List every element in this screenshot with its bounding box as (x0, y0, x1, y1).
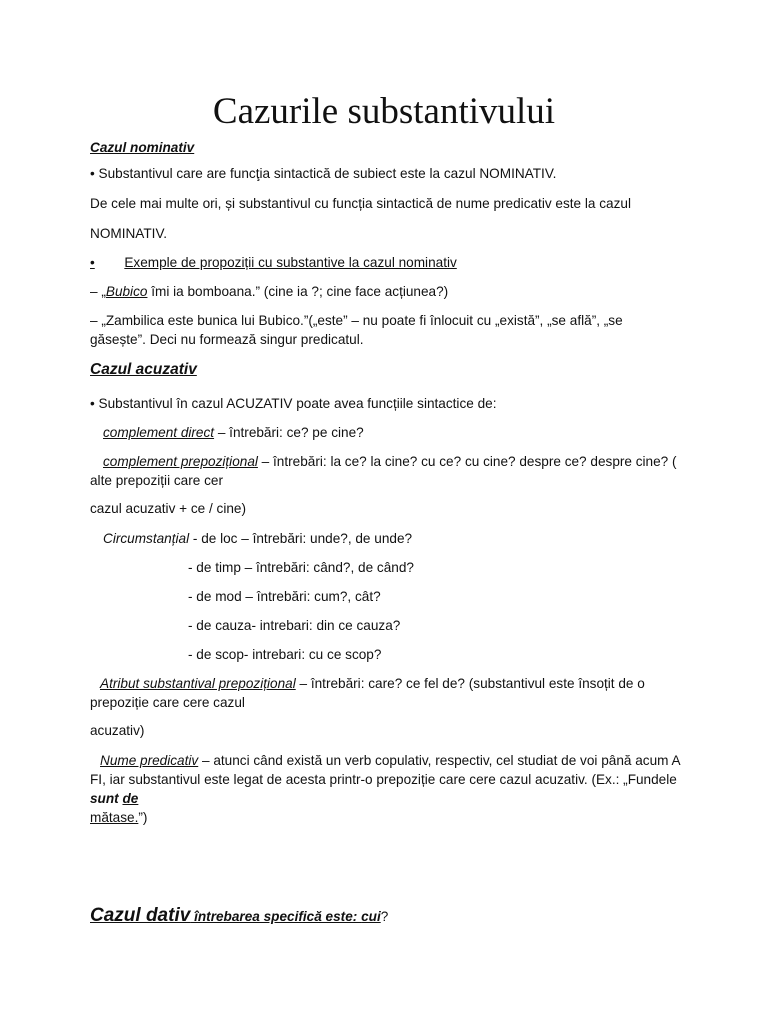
circumstantial-rest: - de loc – întrebări: unde?, de unde? (189, 531, 413, 546)
example-2: – „Zambilica este bunica lui Bubico.”(„este” – nu poate fi înlocuit cu „există”, „se află”, „se găsește”. Deci nu formează singur predicatul. (90, 313, 623, 347)
example-end: ”) (138, 810, 148, 825)
acuzativ-intro: • Substantivul în cazul ACUZATIV poate avea funcțiile sintactice de: (90, 396, 497, 411)
circumstantial-timp: - de timp – întrebări: când?, de când? (188, 560, 414, 575)
page-title: Cazurile substantivului (212, 91, 556, 132)
dativ-question-mark: ? (380, 909, 389, 924)
circumstantial-mod: - de mod – întrebări: cum?, cât? (188, 589, 381, 604)
heading-dativ: Cazul dativ (90, 905, 191, 926)
complement-direct-label: complement direct (103, 425, 215, 440)
circumstantial-label: Circumstanțial (103, 531, 190, 546)
atribut-cont: acuzativ) (90, 723, 145, 738)
circumstantial-cauza: - de cauza- intrebari: din ce cauza? (188, 618, 401, 633)
complement-prepozitional-cont: cazul acuzativ + ce / cine) (90, 501, 247, 516)
nume-predicativ-paragraph (90, 751, 680, 827)
nominativ-line-1: • Substantivul care are funcţia sintactică de subiect este la cazul NOMINATIV. (90, 166, 557, 181)
nume-predicativ-rest: – atunci când există un verb copulativ, respectiv, cel studiat de voi până acum A FI, iar substantivul este legat de acesta printr-o prepoziție care cere cazul acuzativ. (Ex.: „Fundele (90, 753, 680, 787)
example-sunt: sunt (90, 791, 119, 806)
circumstantial-scop: - de scop- intrebari: cu ce scop? (188, 647, 382, 662)
complement-prepozitional-rest: – întrebări: la ce? la cine? cu ce? cu cine? despre ce? despre cine? ( alte prepoziții care cer (90, 454, 677, 488)
complement-direct-rest: – întrebări: ce? pe cine? (214, 425, 364, 440)
dativ-subtitle: întrebarea specifică este: (190, 909, 362, 924)
nume-predicativ-label: Nume predicativ (100, 753, 199, 768)
examples-row (90, 253, 457, 272)
example-1-rest: îmi ia bomboana.” (cine ia ?; cine face acțiunea?) (147, 284, 449, 299)
heading-nominativ: Cazul nominativ (90, 140, 195, 155)
dativ-cui: cui (361, 909, 381, 924)
bullet: • (90, 255, 95, 270)
atribut-line (90, 674, 680, 712)
example-1-dash: – „ (90, 284, 106, 299)
heading-acuzativ: Cazul acuzativ (90, 361, 197, 378)
nominativ-line-3: NOMINATIV. (90, 226, 168, 241)
complement-prepozitional-line (90, 452, 680, 490)
atribut-rest: – întrebări: care? ce fel de? (substantivul este însoțit de o prepoziție care cere cazul (90, 676, 645, 710)
circumstantial-line (103, 529, 412, 548)
complement-prepozitional-label: complement prepozițional (103, 454, 258, 469)
example-1-word: Bubico (105, 284, 148, 299)
examples-title: Exemple de propoziții cu substantive la cazul nominativ (124, 255, 457, 270)
nominativ-line-2: De cele mai multe ori, și substantivul cu funcția sintactică de nume predicativ este la cazul (90, 196, 631, 211)
example-de: de (122, 791, 139, 806)
example-1 (90, 282, 448, 301)
example-matase: mătase. (90, 810, 139, 825)
complement-direct-line (103, 423, 364, 442)
atribut-label: Atribut substantival prepozițional (100, 676, 296, 691)
dativ-line (90, 906, 388, 926)
